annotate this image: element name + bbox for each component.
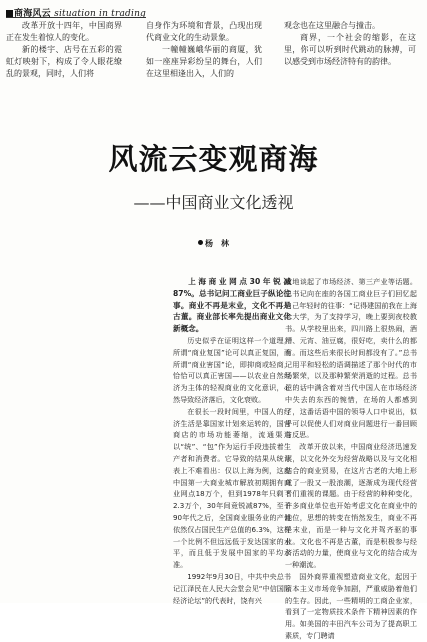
article-title: 风流云变观商海 <box>108 142 319 176</box>
intro-paragraph: 新的楼宇、店号在五彩的霓虹灯映射下，构成了令人眼花缭乱的景观，同时，人们将 <box>6 45 122 78</box>
body-paragraph: 1992年9月30日，中共中央总书记江泽民在人民大会堂会见“中信国际经济论坛”的代表时，饶有兴 <box>173 571 291 605</box>
intro-paragraph: 自身作为环境和背景，凸现出现代商业文化的生动景象。 <box>146 21 262 42</box>
intro-paragraph: 商界，一个社会的缩影，在这里，你可以听到时代跳动的脉搏，可以感受到市场经济特有的韵律。 <box>284 33 416 66</box>
author-name: 杨 林 <box>205 239 229 248</box>
body-column-right <box>285 276 417 642</box>
intro-column-3 <box>284 20 416 68</box>
author-bullet <box>198 240 203 245</box>
intro-paragraph: 改革开放十四年，中国商界正在发生着惊人的变化。 <box>6 21 122 42</box>
body-paragraph: 改革开放以来，中国商业经济迅速发展，以文化外交为经营战略以及与文化相结合的商业贸易，在这片古老的大地上形成了一股又一股浪潮，逐渐成为现代经营者们重视的课题。由于经营的种种变化，许多商业单位也开始考虑文化在商业中的地位，思想的转变在悄然发生，商业不再是末业，而是一种与文化并驾齐驱的事业。文化也不再是古董，而是积极参与经济活动的力量，使商业与文化的结合成为一种潮流。 <box>285 442 417 570</box>
article-subtitle: ——中国商业文化透视 <box>133 193 294 212</box>
intro-column-2 <box>146 20 262 80</box>
body-column-left <box>173 276 291 606</box>
article-author <box>0 238 427 249</box>
lead-paragraph: 上海商业网点30年锐减87%。总书记问工商业巨子纵论往事。商业不再是末业，文化不再是古董。商业部长率先提出商业文化新概念。 <box>173 277 291 334</box>
intro-paragraph: 一幢幢巍峨华丽的商厦，犹如一座座异彩纷呈的舞台，人们在这里相逢出入，人们的 <box>146 45 262 78</box>
body-paragraph: 在很长一段时间里，中国人的经济生活是靠国家计划来运转的，国营商店的市场功能萎缩，流通渠道以“统”、“包”作为运行手段违拔着生产者和消费者。它导致的结果从统计表上不难看出：仅以上海为例，这座中国第一大商业城市解放初期拥有商业网点18万个，但到1978年只剩下2.3万个，30年间竟锐减87%，至于90年代之后，全国商业服务业的产值依然仅占国民生产总值的6.3%，这样一个比例不但远远低于发达国家的水平，而且低于发展中国家的平均水准。 <box>173 406 291 570</box>
intro-paragraph: 观念也在这里融合与撞击。 <box>284 21 380 30</box>
body-paragraph: 国外商界重视塑造商业文化，起因于资本主义市场竞争加剧，严重威胁着他们的生存。因此，一些精明的工商企业家，看到了一定物质技术条件下精神因素的作用。如美国的丰田汽车公司为了提高职工素质，专门聘请 <box>285 571 417 640</box>
section-title-zh: 商海风云 <box>14 9 51 19</box>
header-rule <box>6 17 146 18</box>
body-paragraph: 致地谈起了市场经济、第三产业等话题。总书记向在座的各国工商业巨子们回忆起自己年轻时的往事：“记得建国前我在上海念大学，为了支持学习，晚上要到夜校教书。从学校里出来，四川路上很热闹，酒糟、元宵、油豆腐，很好吃，卖什么的都有。而这些后来很长时间都没有了。”总书记用平和轻松的语调描述了那个时代的市场繁荣，以及那种繁荣消逝的过程。总书记的话中满含着对当代中国人在市场经济中失去的东西的惋惜，在场的人都感到了，这番话语中国的领导人口中说出，似乎可以促使人们对商业问题进行一番回顾与反思。 <box>285 277 417 440</box>
header-block-mark <box>6 10 13 17</box>
intro-column-1 <box>6 20 122 80</box>
section-title-en: situation in trading <box>54 9 147 19</box>
body-paragraph: 历史似乎在证明这样一个道理，所谓“商业复国”论可以真正复国，而所谓“商业害国”论，即抑商或轻商，恰恰可以真正害国——以农业自然经济为主体的轻视商业的文化意识，必然导致经济落后，文化衰败。 <box>173 335 291 404</box>
